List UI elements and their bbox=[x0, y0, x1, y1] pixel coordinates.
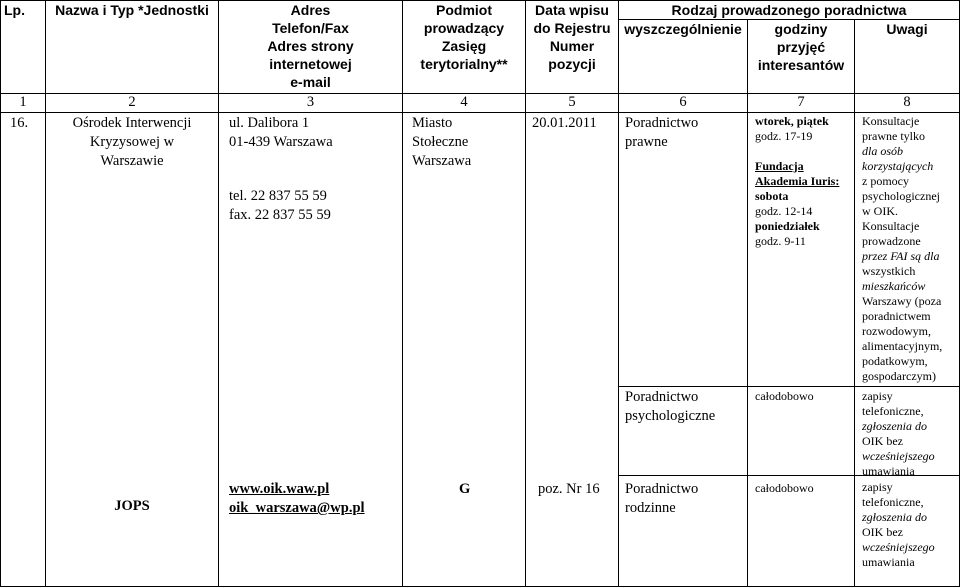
column-number-6: 6 bbox=[679, 94, 687, 110]
header-operator-2: prowadzący bbox=[423, 20, 505, 36]
notes-legal-7: w OIK. bbox=[862, 204, 898, 218]
hours-legal-days-2: sobota bbox=[755, 189, 789, 203]
notes-legal-1: Konsultacje bbox=[862, 114, 920, 128]
notes-legal-5: z pomocy bbox=[862, 174, 909, 188]
notes-legal-10: przez FAI są dla bbox=[862, 249, 940, 263]
header-address-5: e-mail bbox=[290, 74, 331, 90]
notes-psych-3: zgłoszenia do bbox=[862, 419, 928, 433]
col-line-0 bbox=[0, 0, 1, 587]
header-registry-4: pozycji bbox=[548, 56, 596, 72]
header-hours-2: przyjęć bbox=[776, 39, 826, 55]
header-operator-4: terytorialny** bbox=[420, 56, 508, 72]
header-lp: Lp. bbox=[4, 2, 25, 18]
hours-legal-time-2: godz. 12-14 bbox=[755, 204, 813, 218]
header-notes: Uwagi bbox=[886, 21, 928, 37]
notes-legal-8: Konsultacje bbox=[862, 219, 920, 233]
registry-position: poz. Nr 16 bbox=[538, 481, 600, 497]
hours-family: całodobowo bbox=[755, 481, 814, 495]
notes-psych-4: OIK bez bbox=[862, 434, 903, 448]
unit-name-2: Kryzysowej w bbox=[89, 134, 175, 150]
notes-family-3: zgłoszenia do bbox=[862, 510, 928, 524]
notes-legal-3: dla osób bbox=[862, 144, 904, 158]
website-link[interactable]: www.oik.waw.pl bbox=[229, 481, 330, 497]
notes-family-6: umawiania bbox=[862, 555, 915, 569]
header-specification: wyszczególnienie bbox=[624, 21, 742, 37]
rule-numbers-bottom bbox=[0, 112, 960, 113]
address-street: ul. Dalibora 1 bbox=[229, 115, 310, 131]
header-name-type: Nazwa i Typ *Jednostki bbox=[55, 2, 209, 18]
phone-number: tel. 22 837 55 59 bbox=[229, 188, 327, 204]
hours-psych: całodobowo bbox=[755, 389, 814, 403]
col-line-5 bbox=[618, 0, 619, 587]
column-number-8: 8 bbox=[903, 94, 911, 110]
notes-legal-15: rozwodowym, bbox=[862, 324, 931, 338]
row-lp: 16. bbox=[10, 115, 29, 131]
notes-psych-2: telefoniczne, bbox=[862, 404, 924, 418]
notes-legal-18: gospodarczym) bbox=[862, 369, 936, 383]
hours-legal-days-1: wtorek, piątek bbox=[755, 114, 829, 128]
column-number-2: 2 bbox=[128, 94, 136, 110]
address-postal: 01-439 Warszawa bbox=[229, 134, 333, 150]
notes-family-4: OIK bez bbox=[862, 525, 903, 539]
notes-legal-12: mieszkańców bbox=[862, 279, 926, 293]
notes-family-5: wcześniejszego bbox=[862, 540, 935, 554]
notes-legal-6: psychologicznej bbox=[862, 189, 940, 203]
notes-legal-14: poradnictwem bbox=[862, 309, 931, 323]
notes-psych-1: zapisy bbox=[862, 389, 893, 403]
header-hours-3: interesantów bbox=[757, 57, 845, 73]
header-address-1: Adres bbox=[290, 2, 331, 18]
header-registry-1: Data wpisu bbox=[535, 2, 609, 18]
operator-2: Stołeczne bbox=[412, 134, 469, 150]
col-line-4 bbox=[525, 0, 526, 587]
service-family-1: Poradnictwo bbox=[625, 481, 699, 497]
service-legal-1: Poradnictwo bbox=[625, 115, 699, 131]
notes-family-2: telefoniczne, bbox=[862, 495, 924, 509]
service-psych-2: psychologiczne bbox=[625, 408, 716, 424]
unit-name-3: Warszawie bbox=[100, 153, 164, 169]
rule-bottom bbox=[0, 586, 960, 587]
hours-legal-days-3: poniedziałek bbox=[755, 219, 820, 233]
email-link[interactable]: oik_warszawa@wp.pl bbox=[229, 500, 365, 516]
header-hours-1: godziny bbox=[774, 21, 828, 37]
header-group: Rodzaj prowadzonego poradnictwa bbox=[671, 2, 907, 18]
unit-name-1: Ośrodek Interwencji bbox=[72, 115, 192, 131]
col-line-3 bbox=[402, 0, 403, 587]
header-registry-2: do Rejestru bbox=[533, 20, 611, 36]
notes-legal-4: korzystających bbox=[862, 159, 934, 173]
registry-date: 20.01.2011 bbox=[532, 115, 597, 131]
header-registry-3: Numer bbox=[549, 38, 595, 54]
service-psych-1: Poradnictwo bbox=[625, 389, 699, 405]
notes-psych-6: umawiania bbox=[862, 464, 915, 478]
notes-legal-2: prawne tylko bbox=[862, 129, 925, 143]
notes-family-1: zapisy bbox=[862, 480, 893, 494]
notes-legal-9: prowadzone bbox=[862, 234, 921, 248]
header-operator-3: Zasięg bbox=[441, 38, 487, 54]
service-legal-2: prawne bbox=[625, 134, 668, 150]
notes-legal-16: alimentacyjnym, bbox=[862, 339, 943, 353]
header-operator-1: Podmiot bbox=[436, 2, 492, 18]
hours-legal-time-3: godz. 9-11 bbox=[755, 234, 806, 248]
hours-legal-org-2: Akademia Iuris: bbox=[755, 174, 840, 188]
column-number-7: 7 bbox=[797, 94, 805, 110]
header-address-4: internetowej bbox=[269, 56, 352, 72]
fax-number: fax. 22 837 55 59 bbox=[229, 207, 331, 223]
header-address-2: Telefon/Fax bbox=[272, 20, 349, 36]
territorial-scope: G bbox=[459, 481, 471, 497]
notes-legal-17: podatkowym, bbox=[862, 354, 928, 368]
unit-type: JOPS bbox=[114, 498, 150, 514]
column-number-4: 4 bbox=[460, 94, 468, 110]
header-address-3: Adres strony bbox=[267, 38, 354, 54]
notes-legal-13: Warszawy (poza bbox=[862, 294, 942, 308]
column-number-1: 1 bbox=[19, 94, 27, 110]
column-number-5: 5 bbox=[568, 94, 576, 110]
operator-3: Warszawa bbox=[412, 153, 472, 169]
notes-legal-11: wszystkich bbox=[862, 264, 916, 278]
hours-legal-org-1: Fundacja bbox=[755, 159, 804, 173]
column-number-3: 3 bbox=[306, 94, 315, 110]
operator-1: Miasto bbox=[412, 115, 453, 131]
rule-service-1 bbox=[618, 386, 960, 387]
rule-group-header bbox=[618, 19, 960, 20]
hours-legal-time-1: godz. 17-19 bbox=[755, 129, 813, 143]
service-family-2: rodzinne bbox=[625, 500, 676, 516]
rule-top bbox=[0, 0, 960, 1]
notes-psych-5: wcześniejszego bbox=[862, 449, 935, 463]
